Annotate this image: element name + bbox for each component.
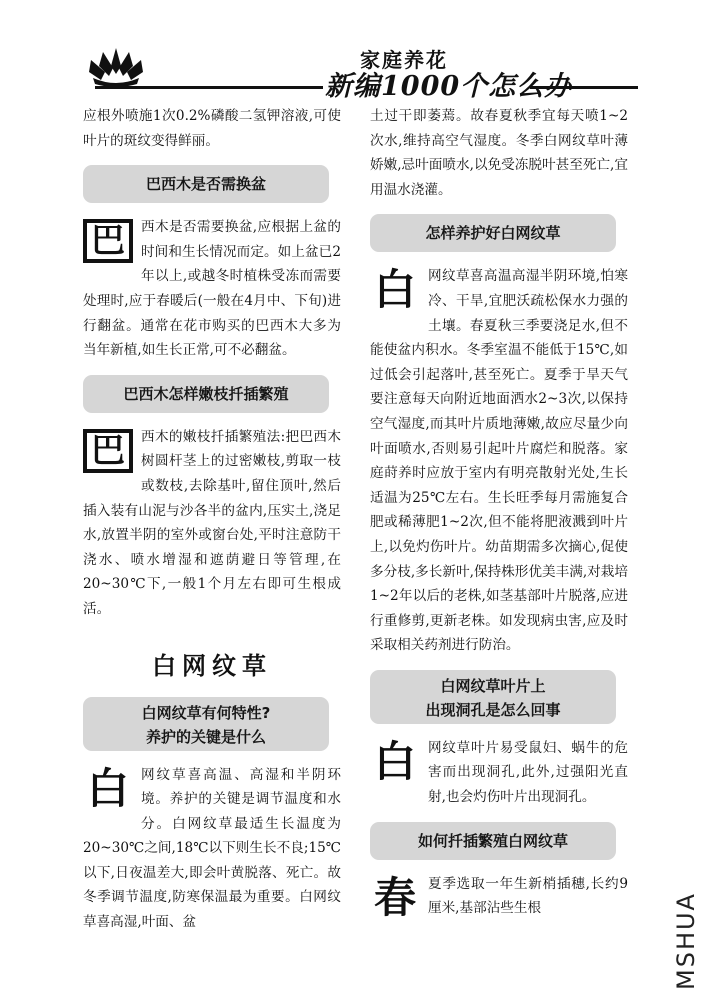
heading-line: 白网纹草叶片上 xyxy=(440,676,546,695)
book-title: 新编1000个怎么办 xyxy=(325,71,573,102)
right-column xyxy=(370,104,628,922)
article-body: 西木的嫩枝扦插繁殖法:把巴西木树圆杆茎上的过密嫩枝,剪取一枝或数枝,去除基叶,留住顶叶,然后插入装有山泥与沙各半的盆内,压实土,浇足水,放置半阴的室外或窗台处,平时注意防干浇水、喷水增湿和遮荫避日等管理,在20~30℃下,一般1个月左右即可生根成活。 xyxy=(83,428,341,617)
heading-fittonia-care: 怎样养护好白网纹草 xyxy=(370,214,616,252)
right-intro-text: 土过干即萎蔫。故春夏秋季宜每天喷1~2次水,维持高空气湿度。冬季白网纹草叶薄娇嫩,忌叶面喷水,以免受冻脱叶甚至死亡,宜用温水浇灌。 xyxy=(370,108,628,198)
series-name: 家庭养花 xyxy=(360,48,448,72)
drop-cap: 巴 xyxy=(83,429,133,473)
article-brazil-wood-repot xyxy=(83,215,341,363)
left-intro-text: 应根外喷施1次0.2%磷酸二氢钾溶液,可使叶片的斑纹变得鲜丽。 xyxy=(83,108,341,149)
heading-fittonia-holes xyxy=(370,670,616,724)
article-body: 网纹草喜高温高湿半阴环境,怕寒冷、干旱,宜肥沃疏松保水力强的土壤。春夏秋三季要浇足水,但不能使盆内积水。冬季室温不能低于15℃,如过低会引起落叶,甚至死亡。夏季于旱天气要注意每天向附近地面洒水2~3次,以保持空气湿度,而其叶片质地薄嫩,故应尽量少向叶面喷水,否则易引起叶片腐烂和脱落。家庭莳养时应放于室内有明亮散射光处,生长适温为25℃左右。生长旺季每月需施复合肥或稀薄肥1~2次,但不能将肥液溅到叶片上,以免灼伤叶片。幼苗期需多次摘心,促使多分枝,多长新叶,保持株形优美丰满,对栽培1~2年以后的老株,如茎基部叶片脱落,应进行重修剪,更新老株。如发现病虫害,应及时采取相关药剂进行防治。 xyxy=(370,268,628,654)
section-title: 白网纹草 xyxy=(152,651,272,680)
header-rule-left xyxy=(95,86,323,89)
article-fittonia-traits xyxy=(83,763,341,935)
heading-line: 出现洞孔是怎么回事 xyxy=(425,700,561,719)
article-body: 网纹草喜高温、高湿和半阴环境。养护的关键是调节温度和水分。白网纹草最适生长温度为20~30℃之间,18℃以下则生长不良;15℃以下,日夜温差大,即会叶黄脱落、死亡。故冬季调节温度,防寒保温最为重要。白网纹草喜高湿,叶面、盆 xyxy=(83,766,341,931)
article-body: 夏季选取一年生新梢插穗,长约9厘米,基部沾些生根 xyxy=(428,875,628,917)
page-header xyxy=(85,40,645,102)
drop-cap: 白 xyxy=(86,763,129,813)
article-body: 西木是否需要换盆,应根据上盆的时间和生长情况而定。如上盆已2年以上,或越冬时植株受冻而需要处理时,应于春暖后(一般在4月中、下旬)进行翻盆。通常在花市购买的巴西木大多为当年新植,如生长正常,可不必翻盆。 xyxy=(83,219,341,359)
heading-line: 白网纹草有何特性? xyxy=(141,703,271,722)
heading-line: 养护的关键是什么 xyxy=(145,727,266,746)
lotus-icon xyxy=(85,44,147,86)
article-brazil-wood-cutting xyxy=(83,425,341,622)
heading-fittonia-cutting: 如何扦插繁殖白网纹草 xyxy=(370,822,616,860)
article-fittonia-holes xyxy=(370,736,628,810)
drop-cap: 白 xyxy=(373,265,416,315)
drop-cap: 巴 xyxy=(83,219,133,263)
article-fittonia-care xyxy=(370,264,628,658)
heading-brazil-wood-cutting: 巴西木怎样嫩枝扦插繁殖 xyxy=(83,375,329,413)
heading-fittonia-traits xyxy=(83,697,329,751)
drop-cap: 白 xyxy=(373,736,416,786)
heading-brazil-wood-repot: 巴西木是否需换盆 xyxy=(83,165,329,203)
left-column xyxy=(83,104,341,935)
watermark: MSHUA xyxy=(672,892,700,990)
article-fittonia-cutting xyxy=(370,872,628,921)
article-body: 网纹草叶片易受鼠妇、蜗牛的危害而出现洞孔,此外,过强阳光直射,也会灼伤叶片出现洞孔。 xyxy=(428,739,628,806)
drop-cap: 春 xyxy=(373,872,416,922)
